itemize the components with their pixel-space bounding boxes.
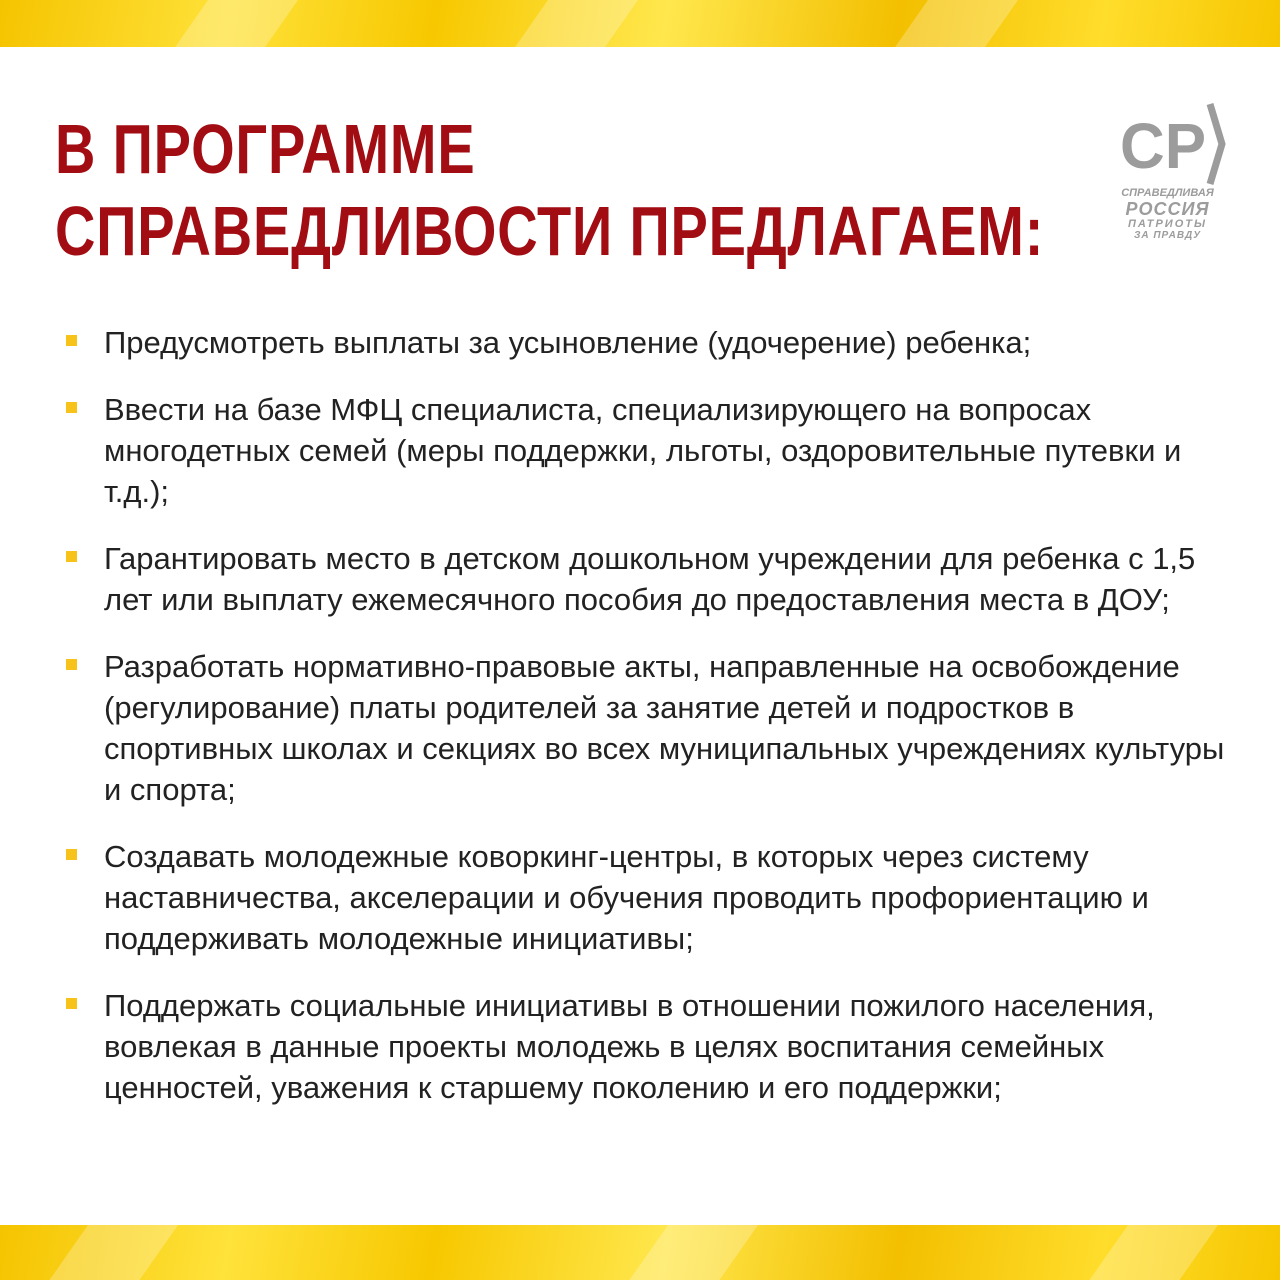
- list-item: [0, 985, 1280, 1108]
- logo-text-3: ПАТРИОТЫ: [1128, 218, 1207, 230]
- logo-monogram: СР: [1120, 110, 1206, 182]
- bullet-square-icon: [66, 335, 77, 346]
- logo-text-2: РОССИЯ: [1125, 199, 1210, 219]
- top-decorative-band: [0, 0, 1280, 47]
- list-item: [0, 646, 1280, 810]
- list-item-text: Ввести на базе МФЦ специалиста, специализирующего на вопросах многодетных семей (меры поддержки, льготы, оздоровительные путевки и т.д.);: [104, 392, 1182, 509]
- list-item: [0, 836, 1280, 959]
- logo-text-1: СПРАВЕДЛИВАЯ: [1121, 187, 1214, 199]
- proposals-list: [0, 322, 1280, 1134]
- logo-text-4: ЗА ПРАВДУ: [1133, 230, 1202, 241]
- page-title: [55, 108, 1045, 272]
- title-line-2: СПРАВЕДЛИВОСТИ ПРЕДЛАГАЕМ:: [55, 192, 1045, 270]
- title-line-1: В ПРОГРАММЕ: [55, 110, 476, 188]
- bullet-square-icon: [66, 659, 77, 670]
- list-item-text: Разработать нормативно-правовые акты, направленные на освобождение (регулирование) платы родителей за занятие детей и подростков в спортивных школах и секциях во всех муниципальных учреждениях культуры и спорта;: [104, 649, 1225, 807]
- list-item: [0, 322, 1280, 363]
- list-item-text: Предусмотреть выплаты за усыновление (удочерение) ребенка;: [104, 325, 1032, 360]
- list-item-text: Поддержать социальные инициативы в отношении пожилого населения, вовлекая в данные проекты молодежь в целях воспитания семейных ценностей, уважения к старшему поколению и его поддержки;: [104, 988, 1155, 1105]
- list-item-text: Создавать молодежные коворкинг-центры, в которых через систему наставничества, акселерации и обучения проводить профориентацию и поддерживать молодежные инициативы;: [104, 839, 1149, 956]
- bullet-square-icon: [66, 998, 77, 1009]
- bottom-decorative-band: [0, 1225, 1280, 1280]
- list-item: [0, 538, 1280, 620]
- bullet-square-icon: [66, 402, 77, 413]
- list-item: [0, 389, 1280, 512]
- bullet-square-icon: [66, 551, 77, 562]
- bullet-square-icon: [66, 849, 77, 860]
- list-item-text: Гарантировать место в детском дошкольном учреждении для ребенка с 1,5 лет или выплату ежемесячного пособия до предоставления места в ДОУ;: [104, 541, 1196, 617]
